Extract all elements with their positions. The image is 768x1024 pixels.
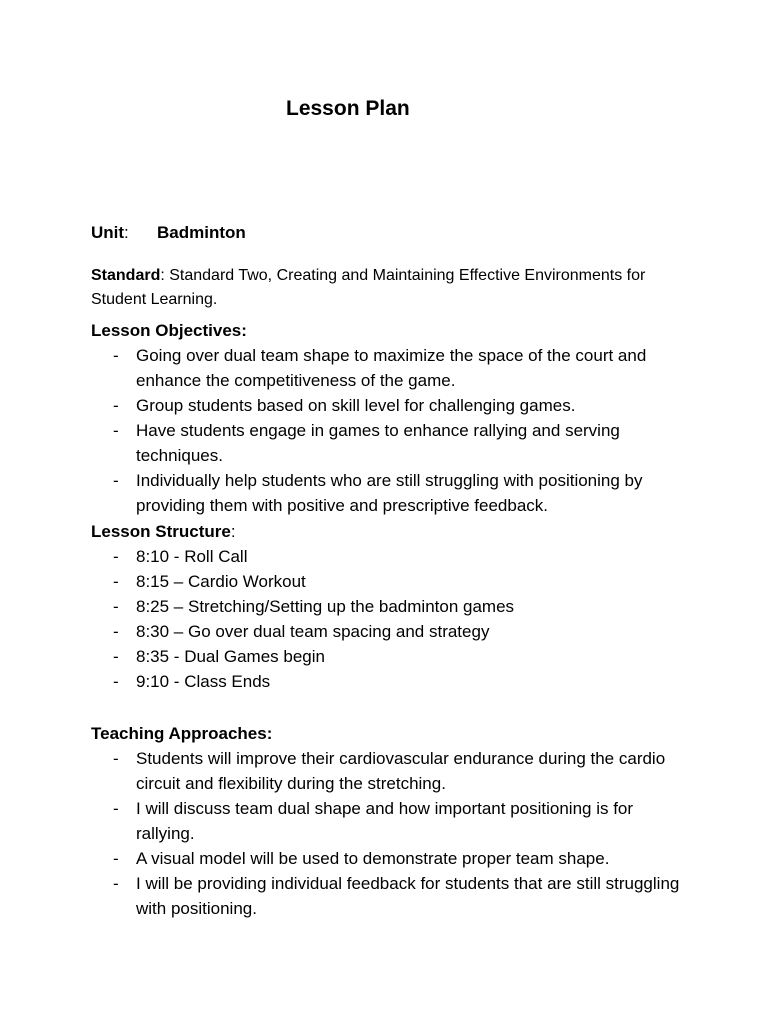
list-item bbox=[91, 468, 691, 518]
list-item-text: Going over dual team shape to maximize the space of the court and enhance the competitiveness of the game. bbox=[136, 346, 647, 390]
bullet: - bbox=[113, 572, 119, 591]
bullet: - bbox=[113, 597, 119, 616]
unit-row bbox=[91, 222, 246, 244]
bullet: - bbox=[113, 749, 119, 768]
list-item bbox=[91, 393, 691, 418]
list-item bbox=[91, 418, 691, 468]
objectives-section bbox=[91, 318, 691, 518]
list-item-text: 8:25 – Stretching/Setting up the badminton games bbox=[136, 597, 515, 616]
list-item bbox=[91, 594, 691, 619]
list-item bbox=[91, 569, 691, 594]
bullet: - bbox=[113, 471, 119, 490]
list-item bbox=[91, 619, 691, 644]
unit-value: Badminton bbox=[157, 223, 246, 242]
list-item-text: Students will improve their cardiovascular endurance during the cardio circuit and flexibility during the stretching. bbox=[136, 749, 666, 793]
list-item bbox=[91, 846, 691, 871]
list-item bbox=[91, 669, 691, 694]
bullet: - bbox=[113, 396, 119, 415]
structure-list bbox=[91, 544, 691, 694]
list-item-text: Have students engage in games to enhance rallying and serving techniques. bbox=[136, 421, 620, 465]
bullet: - bbox=[113, 346, 119, 365]
bullet: - bbox=[113, 421, 119, 440]
list-item-text: I will be providing individual feedback for students that are still struggling with positioning. bbox=[136, 874, 680, 918]
list-item bbox=[91, 544, 691, 569]
list-item bbox=[91, 796, 691, 846]
list-item-text: Group students based on skill level for challenging games. bbox=[136, 396, 576, 415]
list-item-text: 8:35 - Dual Games begin bbox=[136, 647, 325, 666]
standard-label: Standard bbox=[91, 267, 161, 284]
list-item-text: 8:15 – Cardio Workout bbox=[136, 572, 306, 591]
list-item-text: Individually help students who are still struggling with positioning by providing them with positive and prescriptive feedback. bbox=[136, 471, 643, 515]
objectives-list bbox=[91, 343, 691, 518]
standard-text: : Standard Two, Creating and Maintaining Effective Environments for Student Learning. bbox=[91, 267, 646, 308]
bullet: - bbox=[113, 647, 119, 666]
bullet: - bbox=[113, 622, 119, 641]
bullet: - bbox=[113, 874, 119, 893]
approaches-list bbox=[91, 746, 691, 921]
unit-label: Unit bbox=[91, 223, 125, 242]
standard-paragraph bbox=[91, 264, 681, 312]
structure-heading bbox=[91, 519, 691, 544]
list-item-text: 8:30 – Go over dual team spacing and strategy bbox=[136, 622, 490, 641]
bullet: - bbox=[113, 849, 119, 868]
unit-colon: : bbox=[124, 223, 129, 242]
list-item-text: 9:10 - Class Ends bbox=[136, 672, 271, 691]
list-item-text: I will discuss team dual shape and how important positioning is for rallying. bbox=[136, 799, 634, 843]
structure-section bbox=[91, 519, 691, 694]
structure-heading-text: Lesson Structure bbox=[91, 522, 231, 541]
bullet: - bbox=[113, 799, 119, 818]
bullet: - bbox=[113, 547, 119, 566]
list-item bbox=[91, 343, 691, 393]
list-item-text: 8:10 - Roll Call bbox=[136, 547, 248, 566]
objectives-heading: Lesson Objectives: bbox=[91, 321, 247, 340]
approaches-section bbox=[91, 721, 691, 921]
list-item bbox=[91, 871, 691, 921]
bullet: - bbox=[113, 672, 119, 691]
page-title: Lesson Plan bbox=[286, 97, 410, 120]
list-item bbox=[91, 746, 691, 796]
approaches-heading: Teaching Approaches: bbox=[91, 724, 273, 743]
list-item-text: A visual model will be used to demonstrate proper team shape. bbox=[136, 849, 610, 868]
structure-heading-colon: : bbox=[230, 522, 236, 541]
list-item bbox=[91, 644, 691, 669]
